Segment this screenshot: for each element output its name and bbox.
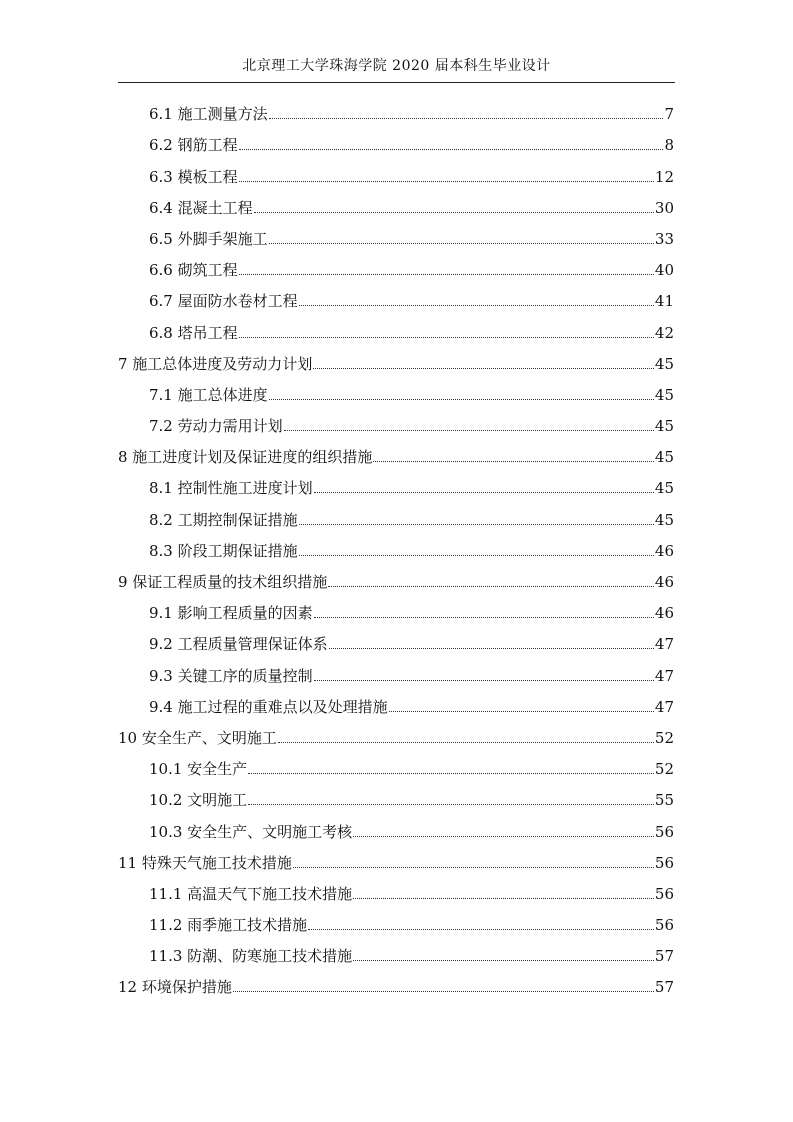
toc-entry-title: 9.3 关键工序的质量控制 xyxy=(149,666,313,685)
toc-dot-leader xyxy=(269,243,654,244)
toc-dot-leader xyxy=(353,836,654,837)
toc-chapter-entry[interactable] xyxy=(118,969,674,1000)
toc-dot-leader xyxy=(313,368,654,369)
toc-section-entry[interactable] xyxy=(118,907,674,938)
toc-chapter-entry[interactable] xyxy=(118,720,674,751)
toc-dot-leader xyxy=(239,181,654,182)
toc-section-entry[interactable] xyxy=(118,657,674,688)
toc-section-entry[interactable] xyxy=(118,689,674,720)
page-header: 北京理工大学珠海学院 2020 届本科生毕业设计 xyxy=(242,58,551,74)
toc-entry-page-number: 45 xyxy=(654,448,674,467)
toc-section-entry[interactable] xyxy=(118,876,674,907)
toc-entry-title: 10.1 安全生产 xyxy=(149,760,248,779)
toc-entry-title: 7.2 劳动力需用计划 xyxy=(149,417,283,436)
toc-dot-leader xyxy=(299,524,654,525)
toc-entry-title: 6.5 外脚手架施工 xyxy=(149,229,268,248)
toc-section-entry[interactable] xyxy=(118,938,674,969)
toc-section-entry[interactable] xyxy=(118,221,674,252)
toc-entry-page-number: 56 xyxy=(654,822,674,841)
toc-dot-leader xyxy=(314,680,654,681)
toc-section-entry[interactable] xyxy=(118,283,674,314)
toc-entry-page-number: 45 xyxy=(654,479,674,498)
toc-dot-leader xyxy=(284,430,654,431)
toc-dot-leader xyxy=(269,118,664,119)
toc-entry-title: 6.4 混凝土工程 xyxy=(149,198,253,217)
toc-dot-leader xyxy=(248,804,654,805)
toc-section-entry[interactable] xyxy=(118,252,674,283)
header-rule xyxy=(118,82,675,83)
toc-dot-leader xyxy=(233,991,654,992)
toc-entry-title: 6.2 钢筋工程 xyxy=(149,136,238,155)
toc-dot-leader xyxy=(239,149,664,150)
toc-entry-page-number: 45 xyxy=(654,510,674,529)
toc-section-entry[interactable] xyxy=(118,408,674,439)
toc-section-entry[interactable] xyxy=(118,96,674,127)
toc-entry-title: 10.2 文明施工 xyxy=(149,791,248,810)
toc-entry-page-number: 40 xyxy=(654,261,674,280)
toc-section-entry[interactable] xyxy=(118,127,674,158)
toc-entry-title: 7.1 施工总体进度 xyxy=(149,385,268,404)
toc-chapter-entry[interactable] xyxy=(118,845,674,876)
toc-chapter-entry[interactable] xyxy=(118,439,674,470)
toc-section-entry[interactable] xyxy=(118,751,674,782)
toc-section-entry[interactable] xyxy=(118,813,674,844)
toc-entry-page-number: 56 xyxy=(654,884,674,903)
toc-entry-page-number: 46 xyxy=(654,573,674,591)
toc-entry-page-number: 56 xyxy=(654,853,674,872)
toc-dot-leader xyxy=(299,305,654,306)
toc-section-entry[interactable] xyxy=(118,314,674,345)
table-of-contents xyxy=(118,96,674,1000)
toc-entry-title: 6.8 塔吊工程 xyxy=(149,323,238,342)
toc-entry-title: 6.6 砌筑工程 xyxy=(149,261,238,280)
toc-dot-leader xyxy=(239,274,654,275)
toc-entry-page-number: 45 xyxy=(654,417,674,436)
toc-entry-page-number: 46 xyxy=(654,541,674,560)
toc-entry-title: 11.1 高温天气下施工技术措施 xyxy=(149,884,353,903)
toc-entry-title: 6.1 施工测量方法 xyxy=(149,105,268,124)
toc-entry-page-number: 45 xyxy=(654,385,674,404)
toc-entry-title: 8.2 工期控制保证措施 xyxy=(149,510,298,529)
toc-entry-title: 7 施工总体进度及劳动力计划 xyxy=(118,354,313,373)
toc-entry-page-number: 12 xyxy=(654,167,674,186)
toc-dot-leader xyxy=(389,711,654,712)
toc-entry-title: 10 安全生产、文明施工 xyxy=(118,728,277,747)
toc-entry-title: 11.3 防潮、防寒施工技术措施 xyxy=(149,947,353,966)
toc-section-entry[interactable] xyxy=(118,377,674,408)
toc-entry-title: 9.4 施工过程的重难点以及处理措施 xyxy=(149,697,388,716)
toc-entry-page-number: 42 xyxy=(654,323,674,342)
toc-dot-leader xyxy=(293,867,654,868)
toc-dot-leader xyxy=(373,461,654,462)
toc-dot-leader xyxy=(328,586,654,587)
toc-entry-page-number: 47 xyxy=(654,697,674,716)
toc-entry-page-number: 30 xyxy=(654,198,674,217)
toc-entry-title: 6.7 屋面防水卷材工程 xyxy=(149,292,298,311)
toc-entry-page-number: 46 xyxy=(654,604,674,623)
toc-section-entry[interactable] xyxy=(118,470,674,501)
toc-entry-page-number: 47 xyxy=(654,666,674,685)
toc-entry-page-number: 56 xyxy=(654,916,674,935)
toc-dot-leader xyxy=(314,617,654,618)
toc-entry-page-number: 52 xyxy=(654,760,674,779)
toc-entry-title: 9.1 影响工程质量的因素 xyxy=(149,604,313,623)
toc-entry-page-number: 45 xyxy=(654,354,674,373)
toc-section-entry[interactable] xyxy=(118,595,674,626)
toc-entry-title: 11.2 雨季施工技术措施 xyxy=(149,916,308,935)
toc-entry-page-number: 8 xyxy=(664,136,674,155)
toc-dot-leader xyxy=(314,492,654,493)
toc-dot-leader xyxy=(329,648,654,649)
toc-chapter-entry[interactable] xyxy=(118,564,674,595)
toc-section-entry[interactable] xyxy=(118,158,674,189)
toc-entry-title: 11 特殊天气施工技术措施 xyxy=(118,853,292,872)
toc-entry-title: 10.3 安全生产、文明施工考核 xyxy=(149,822,353,841)
toc-section-entry[interactable] xyxy=(118,626,674,657)
toc-entry-title: 9 保证工程质量的技术组织措施 xyxy=(118,573,328,591)
toc-dot-leader xyxy=(353,898,654,899)
toc-dot-leader xyxy=(278,742,654,743)
toc-entry-page-number: 57 xyxy=(654,978,674,997)
toc-entry-title: 8 施工进度计划及保证进度的组织措施 xyxy=(118,448,373,467)
toc-entry-page-number: 7 xyxy=(664,105,674,124)
toc-section-entry[interactable] xyxy=(118,190,674,221)
toc-chapter-entry[interactable] xyxy=(118,346,674,377)
toc-entry-page-number: 52 xyxy=(654,728,674,747)
toc-entry-title: 8.1 控制性施工进度计划 xyxy=(149,479,313,498)
toc-section-entry[interactable] xyxy=(118,501,674,532)
toc-dot-leader xyxy=(248,773,654,774)
toc-entry-title: 9.2 工程质量管理保证体系 xyxy=(149,635,328,654)
toc-dot-leader xyxy=(269,399,654,400)
toc-entry-page-number: 41 xyxy=(654,292,674,311)
toc-entry-page-number: 57 xyxy=(654,947,674,966)
toc-dot-leader xyxy=(308,929,654,930)
toc-dot-leader xyxy=(353,960,654,961)
toc-section-entry[interactable] xyxy=(118,782,674,813)
toc-dot-leader xyxy=(254,212,654,213)
toc-dot-leader xyxy=(239,337,654,338)
toc-entry-title: 12 环境保护措施 xyxy=(118,978,232,997)
toc-dot-leader xyxy=(299,555,654,556)
toc-entry-page-number: 33 xyxy=(654,229,674,248)
toc-entry-page-number: 55 xyxy=(654,791,674,810)
toc-entry-page-number: 47 xyxy=(654,635,674,654)
toc-section-entry[interactable] xyxy=(118,533,674,564)
toc-entry-title: 8.3 阶段工期保证措施 xyxy=(149,541,298,560)
toc-entry-title: 6.3 模板工程 xyxy=(149,167,238,186)
